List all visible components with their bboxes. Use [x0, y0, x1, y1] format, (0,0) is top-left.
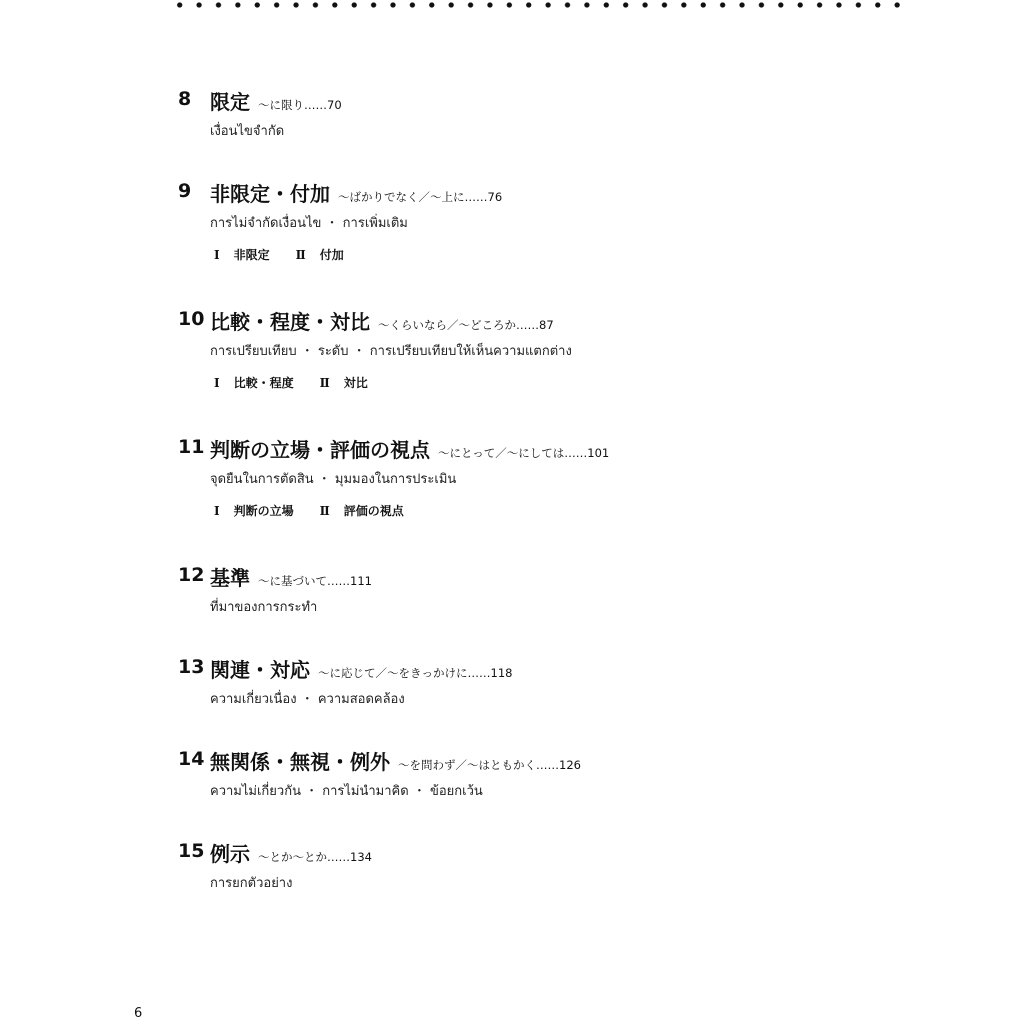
entry-pattern: 〜にとって／〜にしては……101	[438, 446, 610, 460]
entry-title: 基準 〜に基づいて……111	[210, 566, 372, 590]
toc-entry-9[interactable]	[178, 174, 938, 262]
subsection-label: 対比	[343, 376, 368, 390]
subsection-label: 判断の立場	[233, 504, 294, 518]
subsection-list	[214, 502, 404, 519]
toc-entry-10[interactable]	[178, 302, 938, 390]
entry-thai-translation: ความไม่เกี่ยวกัน ・ การไม่นำมาคิด ・ ข้อยกเว้น	[210, 784, 483, 799]
entry-thai-translation: การยกตัวอย่าง	[210, 876, 293, 891]
toc-entry-14[interactable]	[178, 742, 938, 799]
subsection-roman: Ⅰ	[214, 504, 220, 518]
entry-title: 比較・程度・対比 〜くらいなら／〜どころか……87	[210, 310, 554, 334]
entry-title: 例示 〜とか〜とか……134	[210, 842, 372, 866]
entry-title: 判断の立場・評価の視点 〜にとって／〜にしては……101	[210, 438, 610, 462]
entry-number: 13	[178, 656, 205, 678]
entry-thai-translation: จุดยืนในการตัดสิน ・ มุมมองในการประเมิน	[210, 472, 457, 487]
entry-title: 限定 〜に限り……70	[210, 90, 342, 114]
subsection-roman: Ⅱ	[295, 248, 306, 262]
entry-pattern: 〜に限り……70	[258, 98, 342, 112]
entry-thai-translation: การเปรียบเทียบ ・ ระดับ ・ การเปรียบเทียบให้เห็นความแตกต่าง	[210, 344, 572, 359]
entry-title: 無関係・無視・例外 〜を問わず／〜はともかく……126	[210, 750, 581, 774]
subsection-list	[214, 246, 344, 263]
entry-title: 関連・対応 〜に応じて／〜をきっかけに……118	[210, 658, 513, 682]
entry-thai-translation: การไม่จำกัดเงื่อนไข ・ การเพิ่มเติม	[210, 216, 408, 231]
subsection-list	[214, 374, 368, 391]
subsection-roman: Ⅱ	[319, 376, 330, 390]
toc-entry-8[interactable]	[178, 82, 938, 139]
subsection-label: 評価の視点	[343, 504, 404, 518]
subsection-roman: Ⅰ	[214, 376, 220, 390]
subsection-label: 比較・程度	[233, 376, 294, 390]
entry-number: 11	[178, 436, 205, 458]
toc-entry-13[interactable]	[178, 650, 938, 707]
toc-entry-12[interactable]	[178, 558, 938, 615]
entry-pattern: 〜を問わず／〜はともかく……126	[398, 758, 581, 772]
entry-thai-translation: ที่มาของการกระทำ	[210, 600, 318, 615]
toc-entry-15[interactable]	[178, 834, 938, 891]
entry-pattern: 〜とか〜とか……134	[258, 850, 372, 864]
toc-entry-11[interactable]	[178, 430, 938, 518]
entry-pattern: 〜ばかりでなく／〜上に……76	[338, 190, 503, 204]
subsection-label: 非限定	[233, 248, 270, 262]
entry-pattern: 〜くらいなら／〜どころか……87	[378, 318, 554, 332]
entry-number: 14	[178, 748, 205, 770]
entry-number: 15	[178, 840, 205, 862]
subsection-label: 付加	[319, 248, 344, 262]
page-number: 6	[134, 1006, 143, 1021]
entry-thai-translation: เงื่อนไขจำกัด	[210, 124, 285, 139]
entry-pattern: 〜に応じて／〜をきっかけに……118	[318, 666, 513, 680]
entry-thai-translation: ความเกี่ยวเนื่อง ・ ความสอดคล้อง	[210, 692, 405, 707]
entry-number: 12	[178, 564, 205, 586]
entry-title: 非限定・付加 〜ばかりでなく／〜上に……76	[210, 182, 503, 206]
entry-number: 8	[178, 88, 192, 110]
dotted-border-decoration	[170, 0, 900, 10]
entry-number: 10	[178, 308, 205, 330]
subsection-roman: Ⅱ	[319, 504, 330, 518]
subsection-roman: Ⅰ	[214, 248, 220, 262]
entry-number: 9	[178, 180, 192, 202]
entry-pattern: 〜に基づいて……111	[258, 574, 372, 588]
